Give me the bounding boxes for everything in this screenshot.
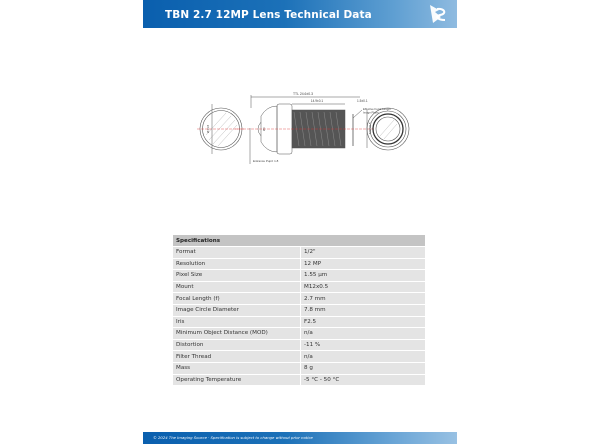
table-row xyxy=(173,328,425,340)
specifications-table xyxy=(173,235,425,386)
spec-label: Minimum Object Distance (MOD) xyxy=(173,328,301,340)
svg-text:Ø14.8: Ø14.8 xyxy=(206,124,210,133)
spec-value: n/a xyxy=(301,351,426,363)
spec-value: 1/2" xyxy=(301,247,426,259)
footer-copyright: © 2024 The Imaging Source · Specification is subject to change without prior notice xyxy=(153,435,313,440)
table-header: Specifications xyxy=(173,235,425,247)
spec-label: Focal Length (f) xyxy=(173,293,301,305)
table-row xyxy=(173,258,425,270)
spec-value: F2.5 xyxy=(301,316,426,328)
page-title: TBN 2.7 12MP Lens Technical Data xyxy=(165,9,372,21)
lens-technical-drawing xyxy=(195,88,415,170)
spec-label: Filter Thread xyxy=(173,351,301,363)
spec-label: Mount xyxy=(173,281,301,293)
spec-value: 2.7 mm xyxy=(301,293,426,305)
svg-text:14.9±0.1: 14.9±0.1 xyxy=(310,99,324,103)
spec-label: Distortion xyxy=(173,339,301,351)
spec-label: Iris xyxy=(173,316,301,328)
header-band xyxy=(143,0,457,28)
spec-label: Image Circle Diameter xyxy=(173,304,301,316)
spec-value: 8 g xyxy=(301,362,426,374)
table-row xyxy=(173,247,425,259)
svg-text:1.5±0.1: 1.5±0.1 xyxy=(357,99,368,103)
table-row xyxy=(173,281,425,293)
spec-value: 12 MP xyxy=(301,258,426,270)
table-row xyxy=(173,362,425,374)
svg-text:Effective Focal Length: Effective Focal Length xyxy=(363,107,391,111)
spec-label: Operating Temperature xyxy=(173,374,301,386)
spec-value: 7.8 mm xyxy=(301,304,426,316)
svg-text:Entrance Pupil: 1.8: Entrance Pupil: 1.8 xyxy=(253,159,279,163)
spec-value: -5 °C - 50 °C xyxy=(301,374,426,386)
svg-text:TTL 24.6±0.3: TTL 24.6±0.3 xyxy=(292,92,314,96)
table-row xyxy=(173,316,425,328)
svg-text:M12x0.5: M12x0.5 xyxy=(368,122,372,134)
spec-value: n/a xyxy=(301,328,426,340)
spec-label: Format xyxy=(173,247,301,259)
table-row xyxy=(173,293,425,305)
side-view xyxy=(206,92,391,164)
spec-value: 1.55 µm xyxy=(301,270,426,282)
spec-label: Resolution xyxy=(173,258,301,270)
spec-label: Mass xyxy=(173,362,301,374)
spec-value: M12x0.5 xyxy=(301,281,426,293)
the-imaging-source-logo-icon xyxy=(427,3,449,25)
footer-band xyxy=(143,432,457,444)
rear-view xyxy=(367,108,409,150)
spec-value: -11 % xyxy=(301,339,426,351)
table-row xyxy=(173,339,425,351)
table-row xyxy=(173,270,425,282)
table-row xyxy=(173,351,425,363)
table-row xyxy=(173,374,425,386)
svg-text:Ø6: Ø6 xyxy=(262,127,266,131)
table-row xyxy=(173,304,425,316)
spec-label: Pixel Size xyxy=(173,270,301,282)
svg-text:Image Plane: Image Plane xyxy=(363,110,379,115)
